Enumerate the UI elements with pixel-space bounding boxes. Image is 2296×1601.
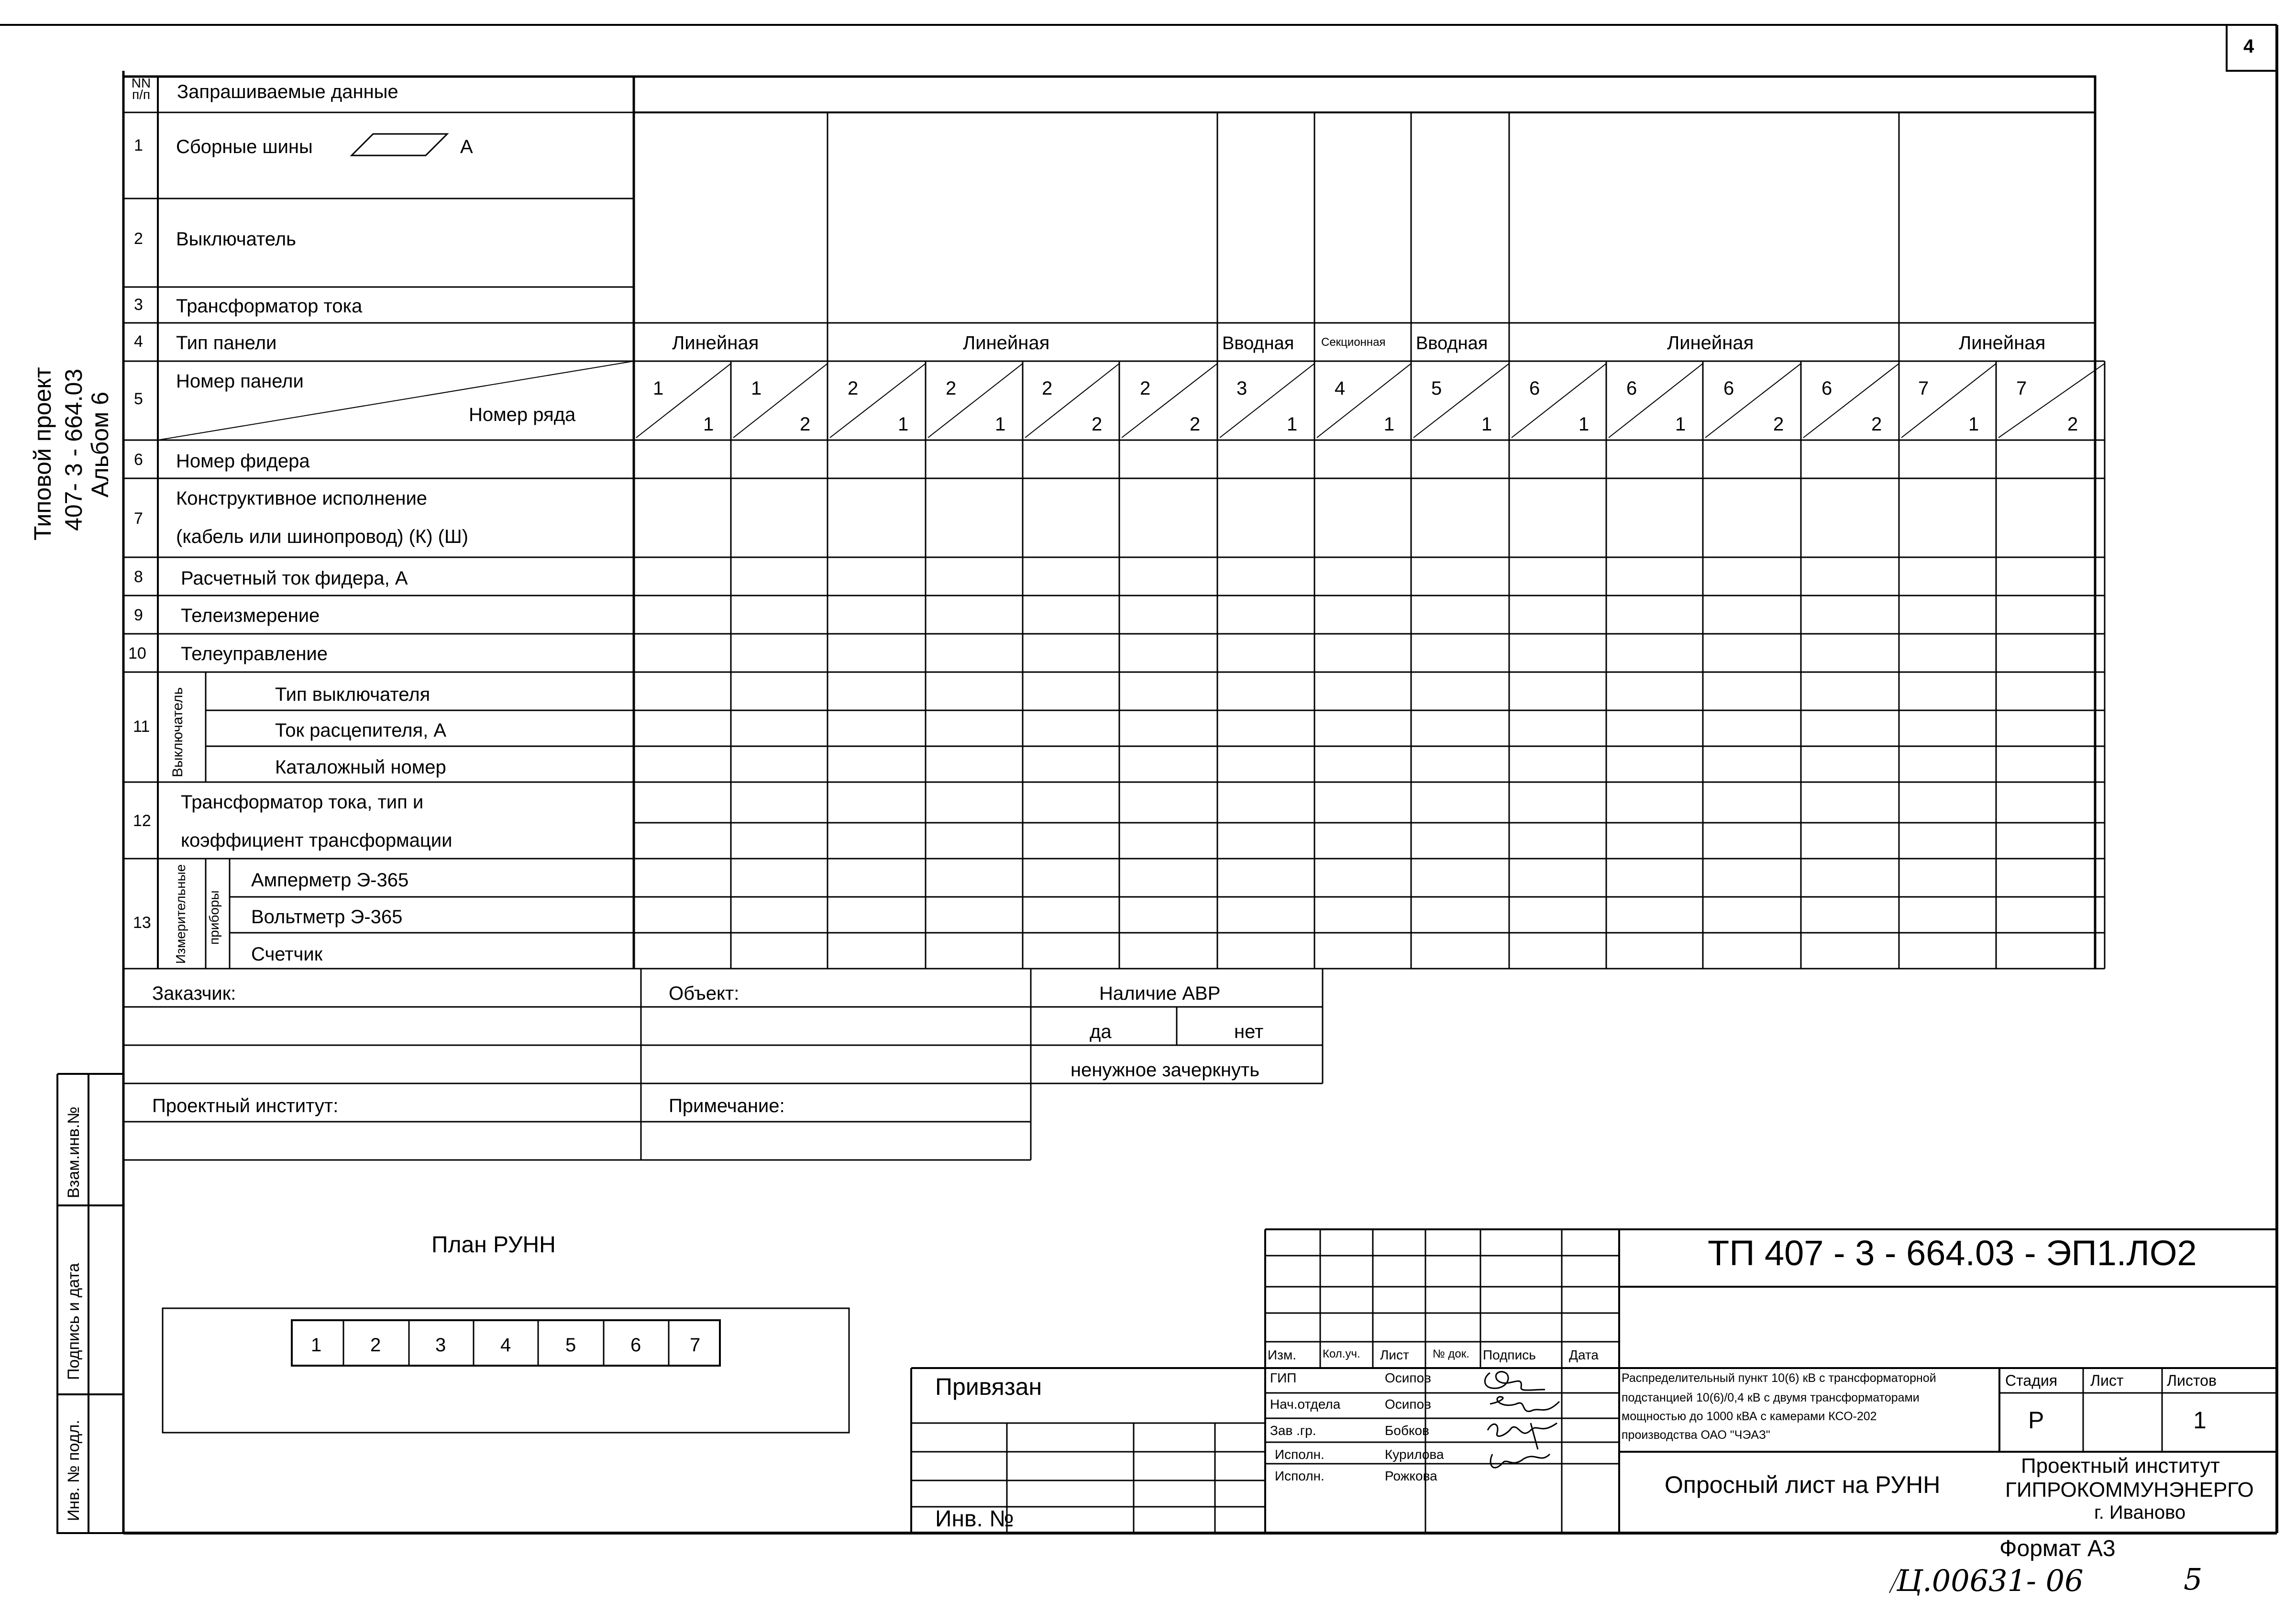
row-label-busbars-unit: А [460,136,473,157]
data-header: Запрашиваемые данные [177,81,398,102]
sheet-header: Лист [2090,1372,2124,1389]
row-label-telecontrol: Телеуправление [181,643,328,664]
plan-title: План РУНН [431,1232,556,1258]
nn-header: NN п/п [131,76,151,102]
avr-yes: да [1090,1021,1112,1042]
avr-strike-note: ненужное зачеркнуть [1071,1060,1260,1081]
row-label-breaker: Выключатель [176,229,297,250]
sheets-value: 1 [2193,1407,2207,1434]
object-label: Объект: [669,983,740,1004]
row-label-ct-type-b: коэффициент трансформации [181,830,453,851]
row-label-feeder: Номер фидера [176,451,310,472]
org-line2: ГИПРОКОММУНЭНЕРГО [2005,1478,2254,1502]
row-label-ct-type-a: Трансформатор тока, тип и [181,792,424,813]
row-label-breaker-type: Тип выключателя [275,684,430,705]
page-number-handwritten: 5 [2184,1562,2203,1597]
document-code: ТП 407 - 3 - 664.03 - ЭП1.ЛО2 [1708,1233,2197,1273]
row-label-design-b: (кабель или шинопровод) (К) (Ш) [176,526,468,547]
org-line1: Проектный институт [2021,1454,2220,1478]
avr-no: нет [1234,1021,1264,1042]
stage-value: Р [2028,1407,2044,1434]
row-label-panel-number: Номер панели [176,371,304,392]
sheet-number: 4 [2243,36,2254,57]
sheets-header: Листов [2167,1372,2217,1389]
row13-group-label-a: Измерительные [173,864,188,964]
row13-group-label-b: приборы [207,890,221,945]
stage-header: Стадия [2005,1372,2058,1389]
privyazan-label: Привязан [935,1373,1042,1400]
row-label-meter: Счетчик [251,944,323,965]
archive-number: Ц.00631- 06 [1897,1563,2084,1598]
row-label-voltmeter: Вольтметр Э-365 [251,906,403,927]
row-label-current: Расчетный ток фидера, А [181,568,408,589]
row-label-design-a: Конструктивное исполнение [176,488,428,509]
institute-label: Проектный институт: [152,1095,339,1116]
format-label: Формат А3 [1999,1536,2116,1561]
row11-group-label: Выключатель [170,687,186,777]
row-label-catalog: Каталожный номер [275,757,446,778]
row-label-row-number: Номер ряда [469,404,576,425]
row-label-trip-current: Ток расцепителя, А [275,720,447,741]
row-label-panel-type: Тип панели [176,332,277,353]
note-label: Примечание: [669,1095,785,1116]
org-line3: г. Иваново [2094,1502,2186,1523]
document-title: Опросный лист на РУНН [1665,1471,1941,1498]
row-label-ammeter: Амперметр Э-365 [251,870,409,891]
row-label-telemetry: Телеизмерение [181,605,320,626]
row-label-ct: Трансформатор тока [176,296,363,317]
row-label-busbars: Сборные шины [176,136,313,157]
customer-label: Заказчик: [152,983,236,1004]
signatures [1485,1372,1559,1468]
inv-no-label: Инв. № [935,1506,1014,1532]
avr-label: Наличие АВР [1099,983,1221,1004]
